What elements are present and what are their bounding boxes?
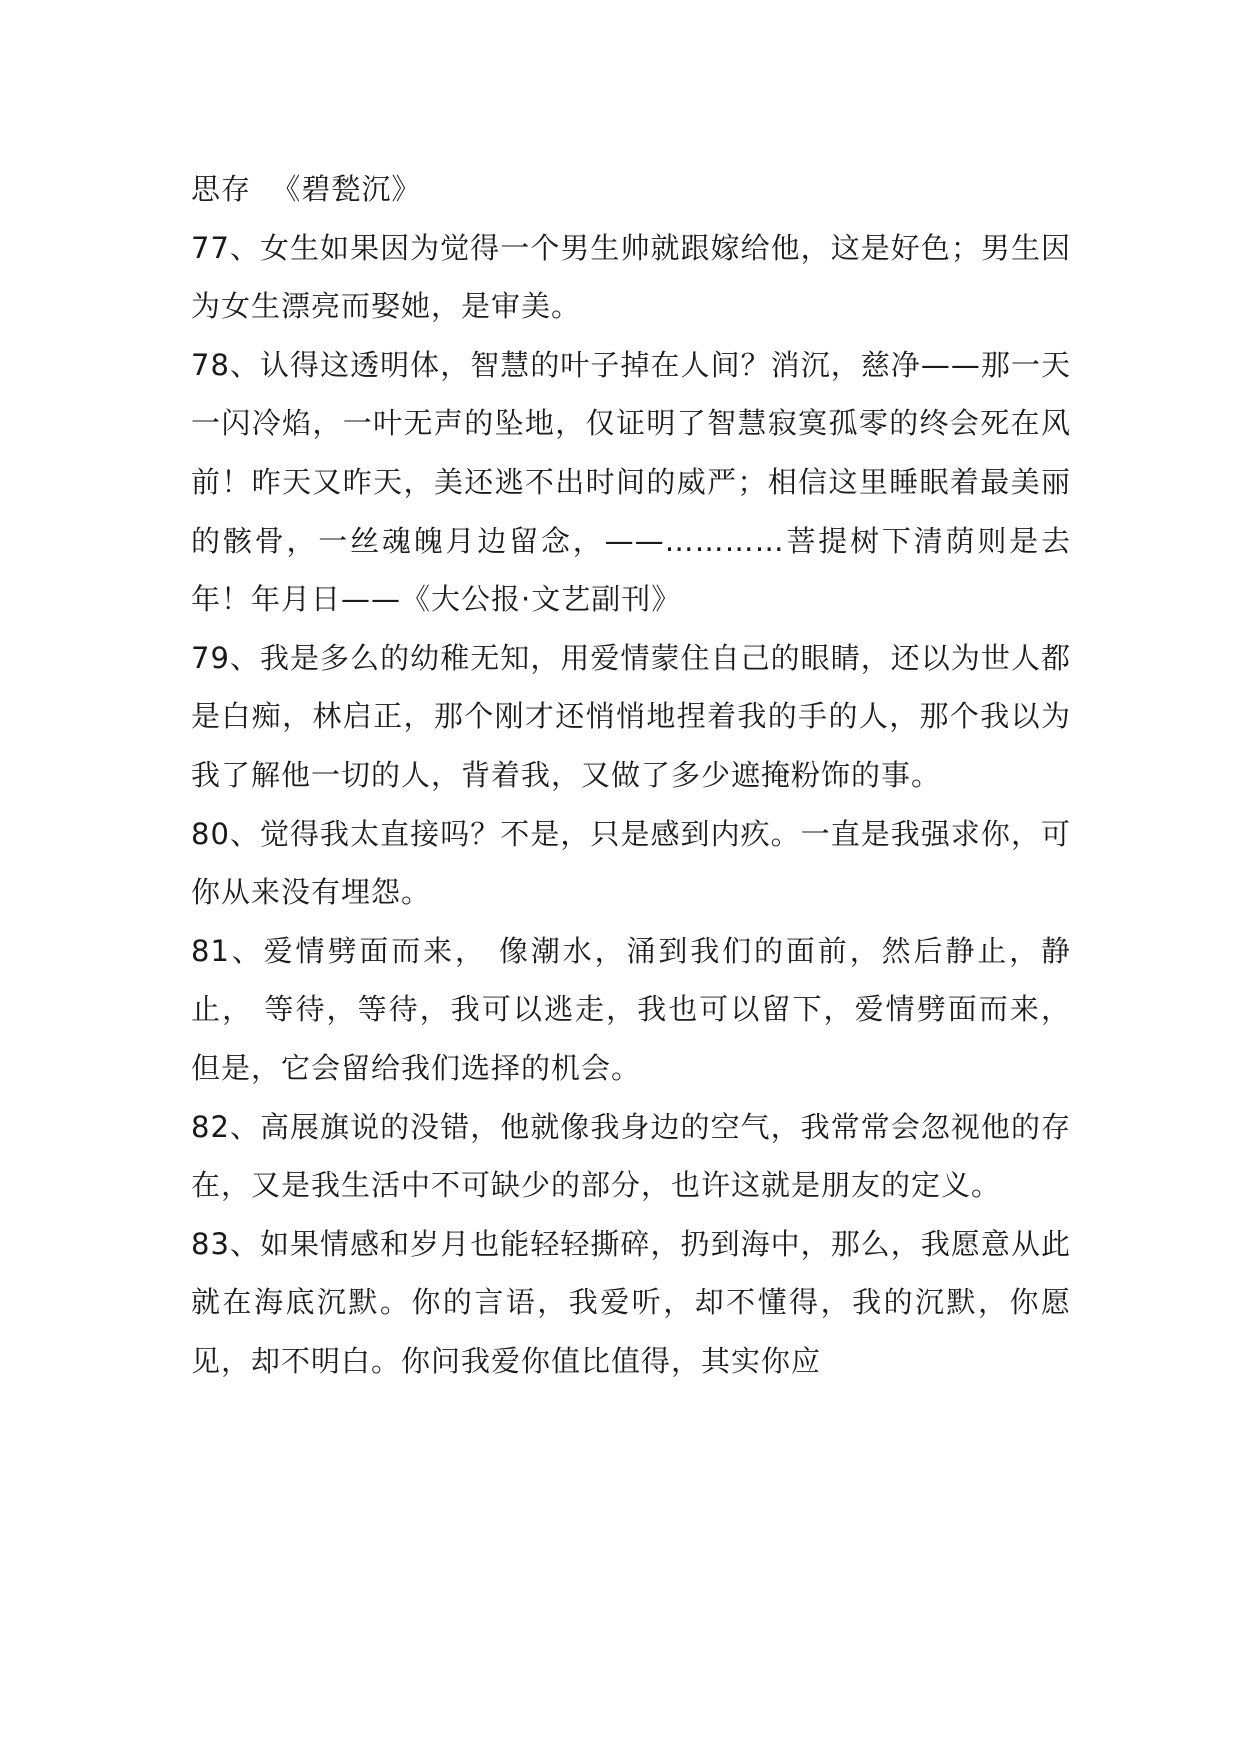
paragraph-79: 79、我是多么的幼稚无知，用爱情蒙住自己的眼睛，还以为世人都是白痴，林启正，那个刚才还悄悄地捏着我的手的人，那个我以为我了解他一切的人，背着我，又做了多少遮掩粉饰的事。 bbox=[191, 640, 1071, 792]
paragraph-78: 78、认得这透明体，智慧的叶子掉在人间？消沉，慈净——那一天一闪冷焰，一叶无声的坠地，仅证明了智慧寂寞孤零的终会死在风前！昨天又昨天，美还逃不出时间的威严；相信这里睡眠着最美丽的骸骨，一丝魂魄月边留念，——…………菩提树下清荫则是去年！年月日——《大公报·文艺副刊》 bbox=[191, 347, 1071, 617]
document-body bbox=[191, 160, 1071, 1390]
paragraph-77: 77、女生如果因为觉得一个男生帅就跟嫁给他，这是好色；男生因为女生漂亮而娶她，是审美。 bbox=[191, 230, 1071, 324]
paragraph-82: 82、高展旗说的没错，他就像我身边的空气，我常常会忽视他的存在，又是我生活中不可缺少的部分，也许这就是朋友的定义。 bbox=[191, 1109, 1071, 1203]
paragraph-83: 83、如果情感和岁月也能轻轻撕碎，扔到海中，那么，我愿意从此就在海底沉默。你的言语，我爱听，却不懂得，我的沉默，你愿见，却不明白。你问我爱你值比值得，其实你应 bbox=[191, 1226, 1071, 1378]
paragraph-81: 81、爱情劈面而来， 像潮水，涌到我们的面前，然后静止，静止， 等待，等待，我可以逃走，我也可以留下，爱情劈面而来， 但是，它会留给我们选择的机会。 bbox=[191, 933, 1071, 1085]
paragraph-80: 80、觉得我太直接吗？不是，只是感到内疚。一直是我强求你，可你从来没有埋怨。 bbox=[191, 816, 1071, 910]
lead-line: 思存 《碧甃沉》 bbox=[191, 172, 422, 206]
